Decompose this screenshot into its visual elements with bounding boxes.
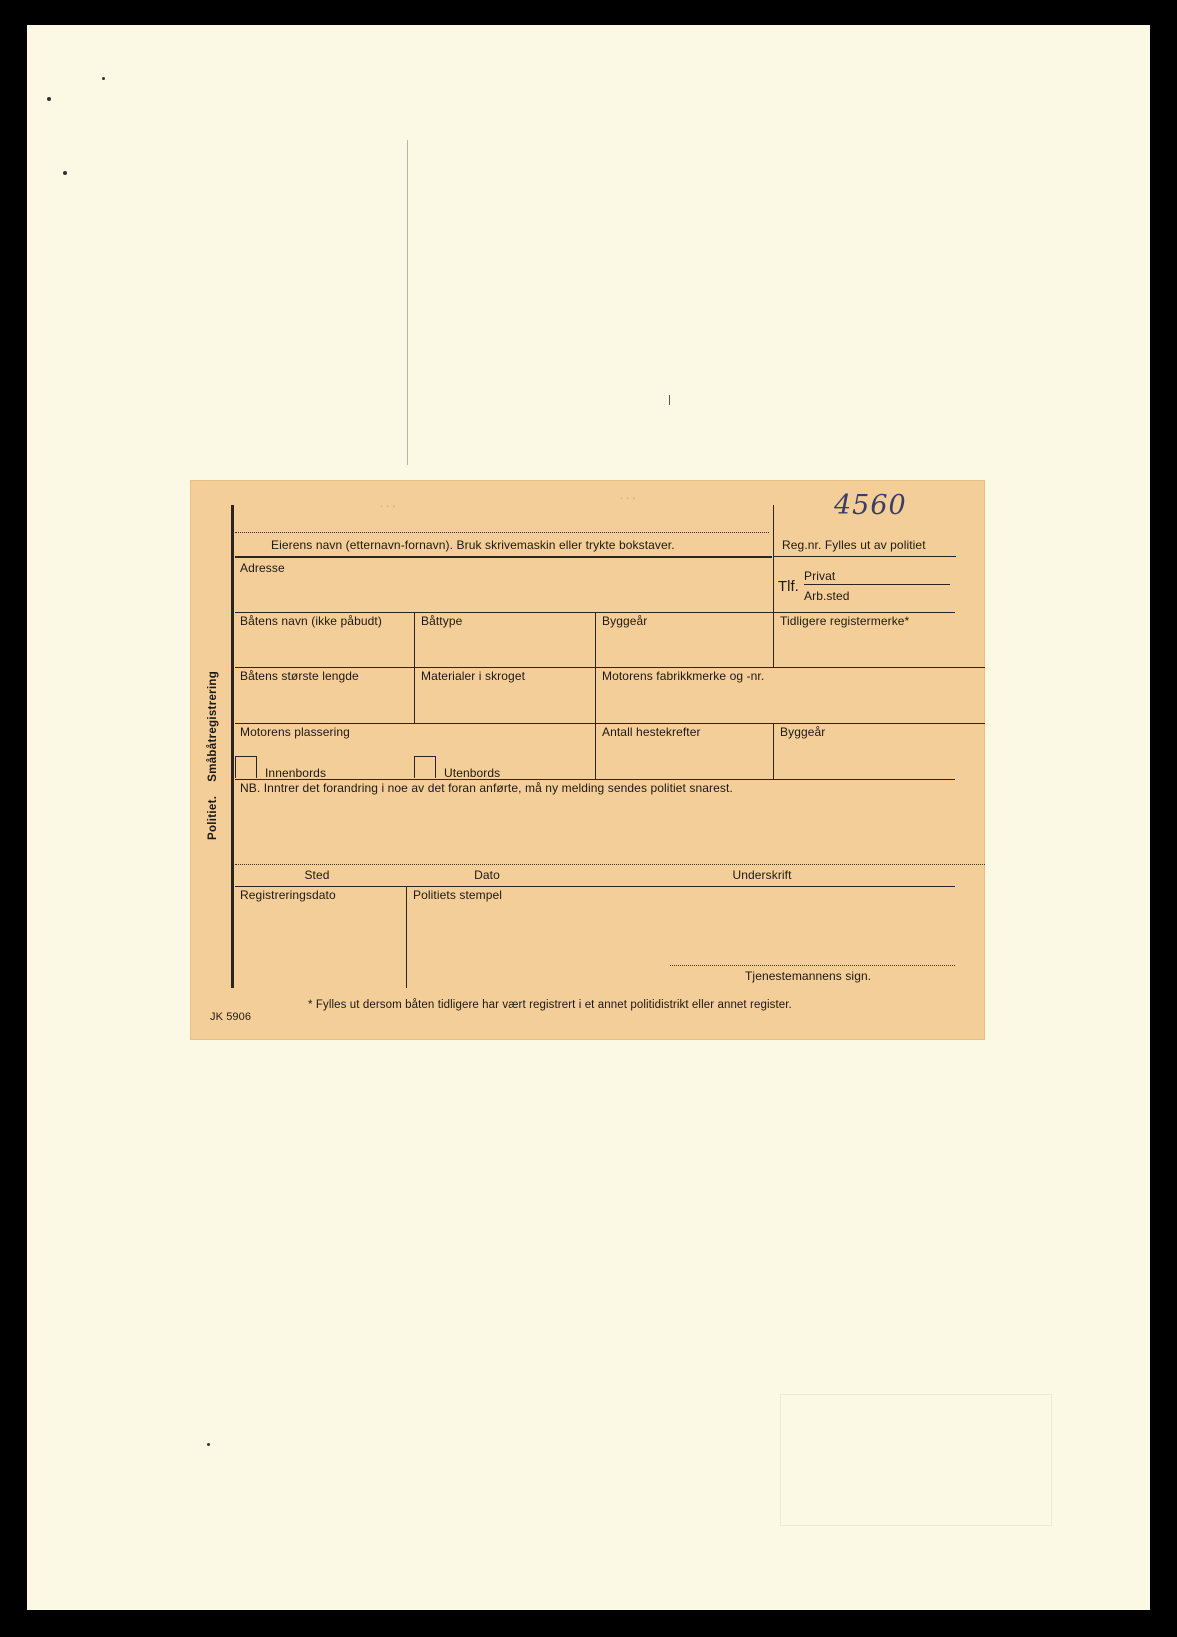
crease-mark xyxy=(669,395,670,405)
row-rule xyxy=(235,886,955,887)
col-divider xyxy=(773,723,774,779)
engine-position-label: Motorens plassering xyxy=(240,725,350,739)
crease-line xyxy=(407,140,408,465)
reg-header: Reg.nr. Fylles ut av politiet xyxy=(782,538,926,552)
smudge-mark: . . . xyxy=(620,490,636,502)
side-label-politiet: Politiet. xyxy=(207,795,219,840)
build-year-label: Byggeår xyxy=(602,614,648,628)
col-divider xyxy=(414,667,415,723)
signature-label: Underskrift xyxy=(732,868,792,882)
faint-stamp-box xyxy=(780,1394,1052,1526)
signature-dotted-line xyxy=(235,864,985,865)
speck xyxy=(102,77,105,80)
row-rule xyxy=(235,779,955,780)
inboard-label: Innenbords xyxy=(265,766,327,780)
inboard-checkbox[interactable] xyxy=(235,756,257,778)
smudge-mark: . . . xyxy=(380,498,396,510)
left-rule xyxy=(231,505,234,988)
col-divider xyxy=(414,612,415,667)
owner-header: Eierens navn (etternavn-fornavn). Bruk skrivemaskin eller trykte bokstaver. xyxy=(271,538,675,552)
col-divider xyxy=(595,612,596,667)
row-rule xyxy=(235,667,985,668)
officer-dotted-line xyxy=(670,965,955,966)
previous-mark-label: Tidligere registermerke* xyxy=(780,614,910,628)
col-divider xyxy=(595,723,596,779)
place-label: Sted xyxy=(304,868,330,882)
engine-make-label: Motorens fabrikkmerke og -nr. xyxy=(602,669,765,683)
reg-date-label: Registreringsdato xyxy=(240,888,336,902)
speck xyxy=(63,171,67,175)
speck xyxy=(207,1443,210,1446)
header-rule-right xyxy=(773,556,956,557)
boat-type-label: Båttype xyxy=(421,614,463,628)
col-divider xyxy=(406,886,407,988)
officer-sign-label: Tjenestemannens sign. xyxy=(745,969,872,983)
top-dotted-line xyxy=(235,532,769,533)
address-label: Adresse xyxy=(240,561,285,575)
tlf-private-label: Privat xyxy=(804,569,836,583)
boat-length-label: Båtens største lengde xyxy=(240,669,359,683)
police-stamp-label: Politiets stempel xyxy=(413,888,503,902)
tlf-label: Tlf. xyxy=(778,578,799,595)
date-label: Dato xyxy=(474,868,500,882)
registration-card xyxy=(190,480,985,1040)
hull-material-label: Materialer i skroget xyxy=(421,669,526,683)
engine-year-label: Byggeår xyxy=(780,725,826,739)
speck xyxy=(47,97,51,101)
col-divider xyxy=(773,612,774,667)
row-rule xyxy=(235,723,985,724)
side-label-registration: Småbåtregistrering xyxy=(207,670,219,782)
header-rule xyxy=(235,556,772,558)
col-divider xyxy=(595,667,596,723)
side-label xyxy=(207,657,219,840)
form-code: JK 5906 xyxy=(210,1011,252,1023)
outboard-label: Utenbords xyxy=(444,766,501,780)
horsepower-label: Antall hestekrefter xyxy=(602,725,701,739)
handwritten-number: 4560 xyxy=(834,490,907,521)
outboard-checkbox[interactable] xyxy=(414,756,436,778)
tlf-rule xyxy=(804,584,950,585)
boat-name-label: Båtens navn (ikke påbudt) xyxy=(240,614,382,628)
footnote: * Fylles ut dersom båten tidligere har vært registrert i et annet politidistrikt eller annet register. xyxy=(308,999,792,1011)
tlf-work-label: Arb.sted xyxy=(804,589,850,603)
notice-text: NB. Inntrer det forandring i noe av det foran anførte, må ny melding sendes politiet snarest. xyxy=(240,781,733,795)
